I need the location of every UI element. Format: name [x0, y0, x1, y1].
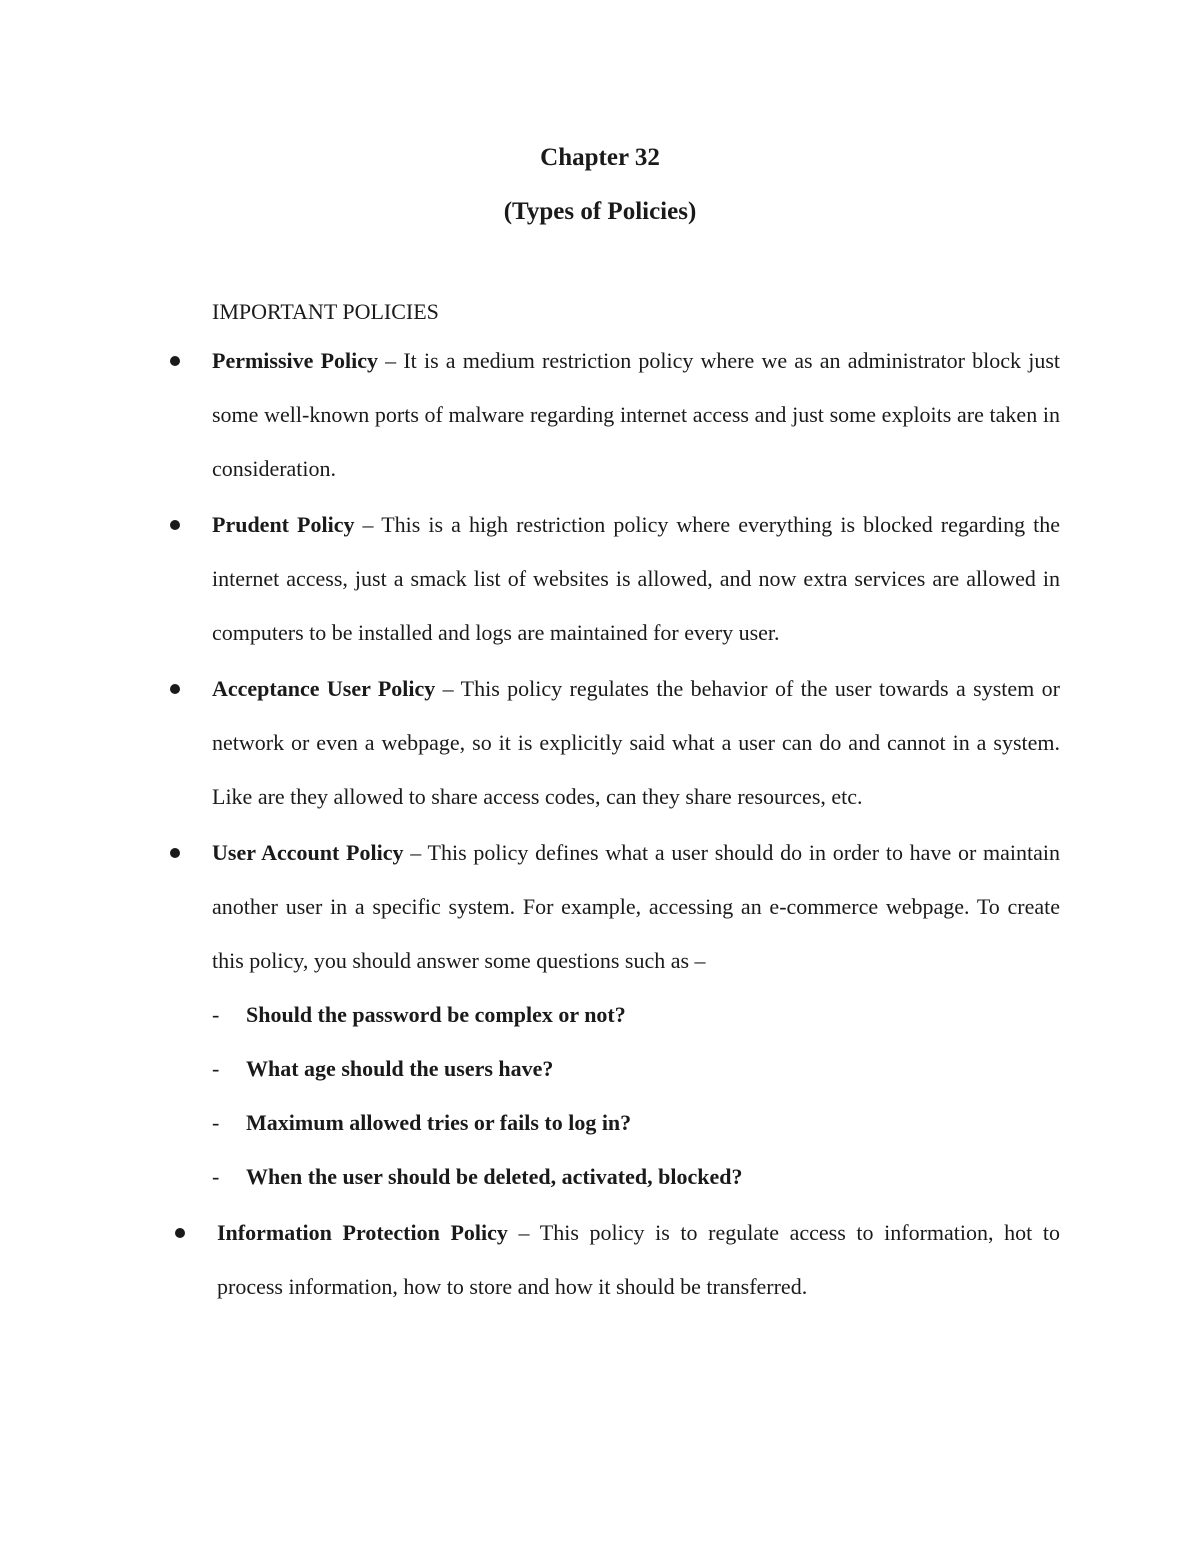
bullet-icon [170, 848, 180, 858]
policy-name: Prudent Policy [212, 512, 355, 537]
dash-marker: - [212, 1002, 220, 1027]
chapter-title: Chapter 32 [540, 144, 660, 171]
policy-item-prudent [212, 498, 1060, 660]
question-text: What age should the users have? [246, 1056, 554, 1081]
policy-description: This policy regulates the behavior of the user towards a system or network or even a webpage, so it is explicitly said what a user can do and cannot in a system. Like are they allowed to share access codes, can they share resources, etc. [212, 676, 1060, 809]
bullet-icon [170, 520, 180, 530]
bullet-icon [170, 684, 180, 694]
dash-marker: - [212, 1110, 220, 1135]
policy-item-permissive [212, 334, 1060, 496]
question-text: Should the password be complex or not? [246, 1002, 626, 1027]
policy-name: Permissive Policy [212, 348, 379, 373]
policy-description: It is a medium restriction policy where we as an administrator block just some well-known ports of malware regarding internet access and just some exploits are taken in consideration. [212, 348, 1060, 481]
question-item [212, 1150, 1060, 1204]
dash-marker: - [212, 1164, 220, 1189]
policy-item-information-protection [217, 1206, 1060, 1314]
user-account-questions [212, 988, 1060, 1204]
question-text: When the user should be deleted, activated, blocked? [246, 1164, 743, 1189]
policy-item-user-account [212, 826, 1060, 988]
policy-separator: – [403, 840, 428, 865]
policy-name: Information Protection Policy [217, 1220, 508, 1245]
policy-name: User Account Policy [212, 840, 404, 865]
bullet-icon [170, 356, 180, 366]
question-item [212, 988, 1060, 1042]
policy-description: This policy defines what a user should do in order to have or maintain another user in a specific system. For example, accessing an e-commerce webpage. To create this policy, you should answer some questions such as – [212, 840, 1060, 973]
policy-separator: – [378, 348, 404, 373]
policy-item-acceptance-user [212, 662, 1060, 824]
chapter-subtitle: (Types of Policies) [503, 198, 697, 225]
dash-marker: - [212, 1056, 220, 1081]
bullet-icon [175, 1228, 185, 1238]
policy-separator: – [354, 512, 382, 537]
policy-description: This is a high restriction policy where everything is blocked regarding the internet access, just a smack list of websites is allowed, and now extra services are allowed in computers to be installed and logs are maintained for every user. [212, 512, 1060, 645]
section-heading: IMPORTANT POLICIES [212, 299, 439, 324]
policy-separator: – [507, 1220, 540, 1245]
question-text: Maximum allowed tries or fails to log in? [246, 1110, 632, 1135]
policy-description: This policy is to regulate access to information, hot to process information, how to store and how it should be transferred. [217, 1220, 1060, 1299]
question-item [212, 1096, 1060, 1150]
question-item [212, 1042, 1060, 1096]
policy-separator: – [435, 676, 461, 701]
policy-name: Acceptance User Policy [212, 676, 436, 701]
